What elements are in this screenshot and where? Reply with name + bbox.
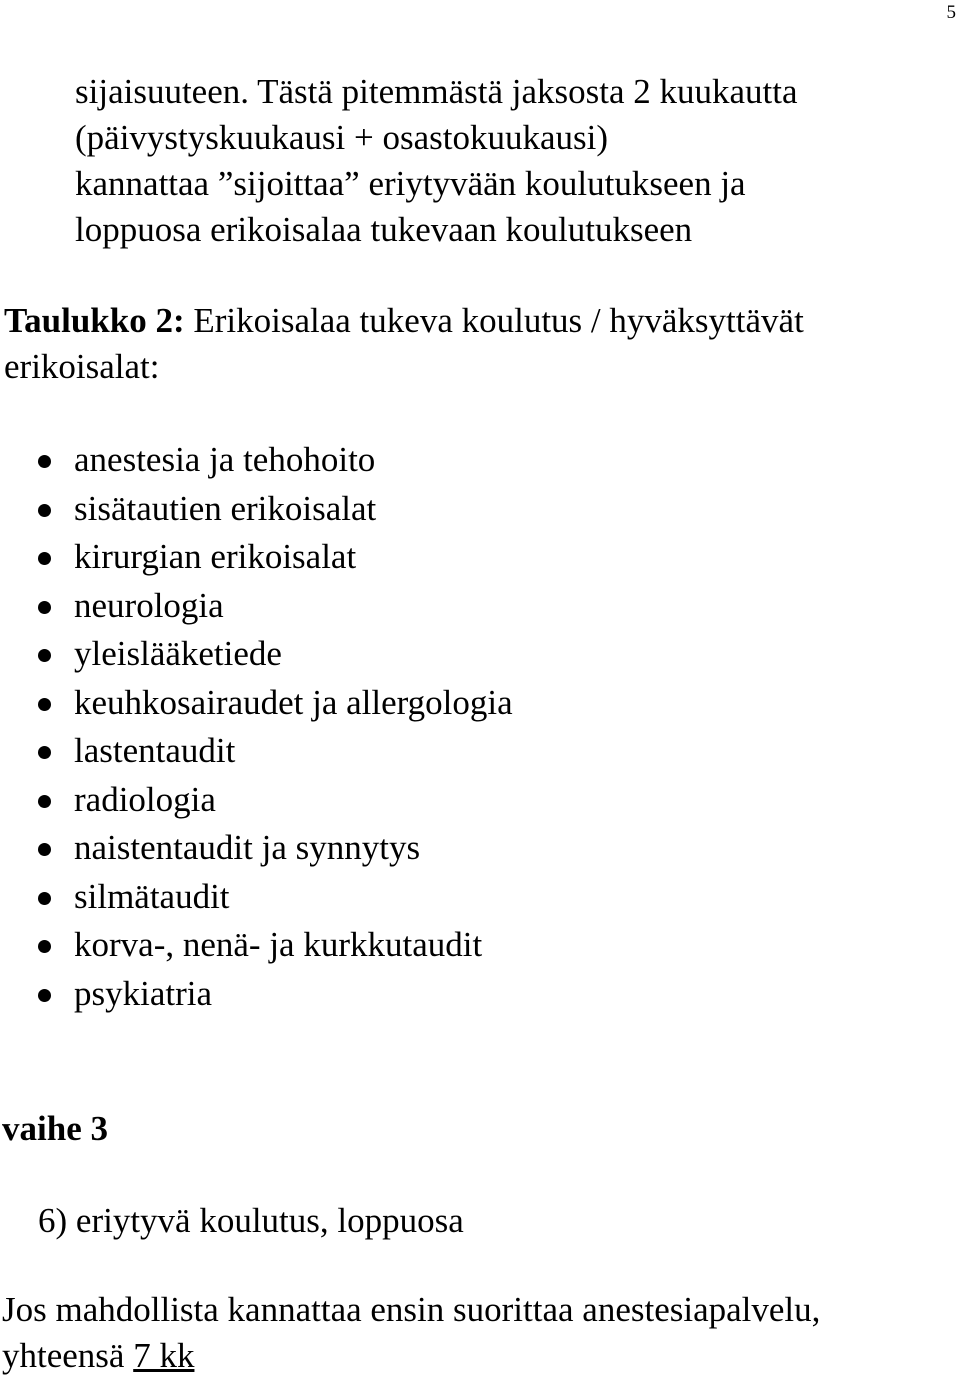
- list-item: [0, 630, 513, 679]
- list-item-label: silmätaudit: [74, 876, 230, 916]
- step-item: 6) eriytyvä koulutus, loppuosa: [38, 1201, 464, 1240]
- list-item: [0, 485, 513, 534]
- table-caption-text: Erikoisalaa tukeva koulutus / hyväksyttävät: [184, 301, 804, 340]
- list-item-label: anestesia ja tehohoito: [74, 440, 376, 479]
- list-item: [0, 873, 513, 922]
- closing-paragraph: [2, 1287, 820, 1379]
- list-item: [0, 679, 513, 728]
- list-item: [0, 436, 513, 485]
- intro-paragraph: [75, 69, 798, 253]
- list-item-label: yleislääketiede: [74, 634, 282, 673]
- bullet-icon: [38, 940, 51, 953]
- list-item-label: korva-, nenä- ja kurkkutaudit: [74, 925, 483, 964]
- list-item: [0, 921, 513, 970]
- list-item: [0, 727, 513, 776]
- intro-line: (päivystyskuukausi + osastokuukausi): [75, 118, 609, 157]
- list-item-label: keuhkosairaudet ja allergologia: [74, 682, 513, 722]
- intro-line: sijaisuuteen. Tästä pitemmästä jaksosta 2 kuukautta: [75, 72, 798, 111]
- duration-value: 7 kk: [133, 1336, 195, 1375]
- list-item: [0, 824, 513, 873]
- specialty-list: [0, 436, 513, 1018]
- bullet-icon: [38, 601, 51, 614]
- page-number: 5: [946, 2, 956, 23]
- list-item-label: psykiatria: [74, 973, 213, 1013]
- bullet-icon: [38, 746, 51, 759]
- list-item: [0, 776, 513, 825]
- bullet-icon: [38, 455, 51, 468]
- closing-line-2-prefix: yhteensä: [2, 1336, 134, 1375]
- list-item-label: radiologia: [74, 779, 216, 819]
- table-caption: [4, 298, 804, 390]
- list-item: [0, 582, 513, 631]
- list-item-label: kirurgian erikoisalat: [74, 537, 357, 576]
- list-item: [0, 970, 513, 1019]
- intro-line: kannattaa ”sijoittaa” eriytyvään koulutukseen ja: [75, 164, 746, 203]
- list-item-label: naistentaudit ja synnytys: [74, 828, 421, 867]
- table-caption-label: Taulukko 2:: [4, 301, 185, 340]
- table-caption-line-2: erikoisalat:: [4, 347, 160, 386]
- bullet-icon: [38, 698, 51, 711]
- closing-line-1: Jos mahdollista kannattaa ensin suorittaa anestesiapalvelu,: [2, 1290, 821, 1329]
- bullet-icon: [38, 795, 51, 808]
- list-item-label: lastentaudit: [74, 731, 236, 770]
- list-item-label: sisätautien erikoisalat: [74, 488, 377, 528]
- bullet-icon: [38, 843, 51, 856]
- intro-line: loppuosa erikoisalaa tukevaan koulutukseen: [75, 210, 693, 249]
- list-item-label: neurologia: [74, 585, 224, 625]
- bullet-icon: [38, 989, 51, 1002]
- bullet-icon: [38, 504, 51, 517]
- bullet-icon: [38, 892, 51, 905]
- bullet-icon: [38, 552, 51, 565]
- list-item: [0, 533, 513, 582]
- closing-line-2: [2, 1333, 820, 1379]
- table-caption-line-1: [4, 298, 804, 344]
- bullet-icon: [38, 649, 51, 662]
- phase-heading: vaihe 3: [2, 1109, 108, 1148]
